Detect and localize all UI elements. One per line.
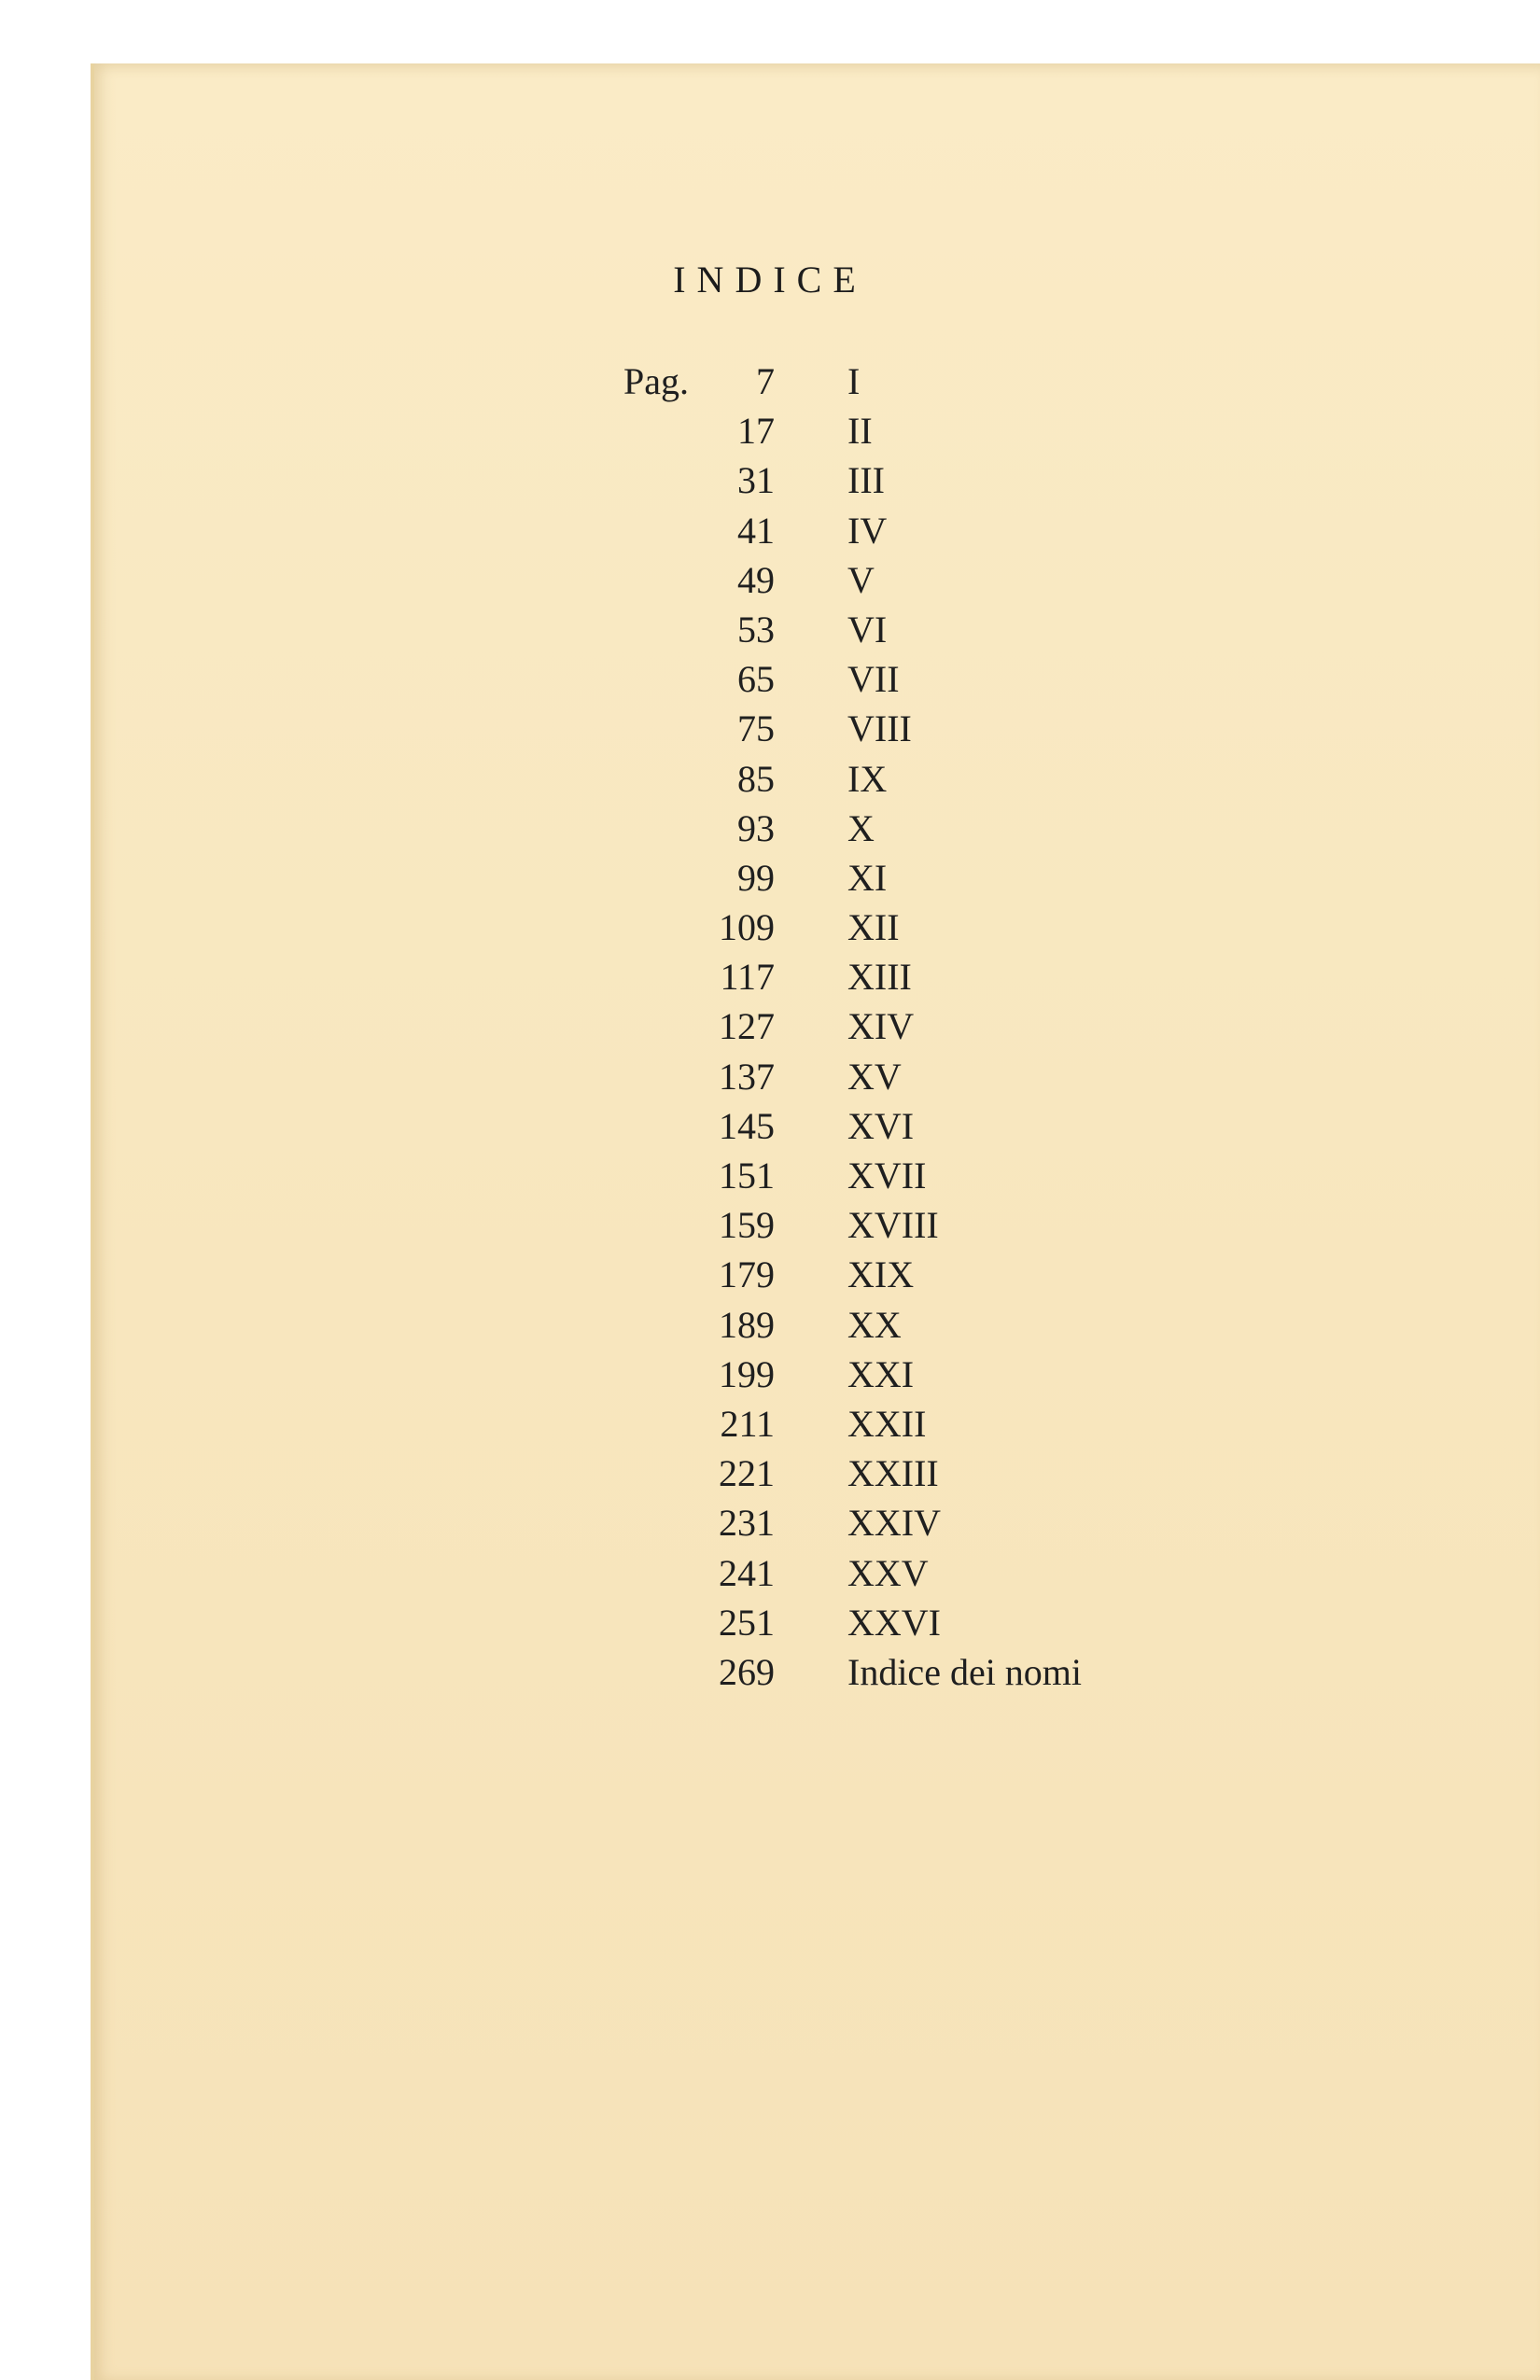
toc-entry	[0, 1052, 1540, 1101]
toc-entry	[0, 1151, 1540, 1200]
toc-chapter-title: IV	[847, 509, 888, 552]
page-title: INDICE	[673, 259, 867, 301]
toc-page-number: 231	[719, 1502, 775, 1545]
toc-entry	[0, 1647, 1540, 1697]
toc-chapter-title: XVIII	[847, 1204, 939, 1247]
toc-chapter-title: II	[847, 410, 873, 453]
toc-entry	[0, 804, 1540, 853]
toc-page-number: 17	[737, 410, 775, 453]
toc-page-number: 127	[719, 1005, 775, 1048]
toc-chapter-title: I	[847, 360, 861, 402]
toc-chapter-title: XXVI	[847, 1601, 941, 1644]
toc-page-number: 93	[737, 806, 775, 849]
toc-chapter-title: XXII	[847, 1402, 927, 1445]
toc-page-number: 75	[737, 707, 775, 750]
toc-chapter-title: XXIV	[847, 1502, 941, 1545]
toc-page-number: 99	[737, 856, 775, 899]
toc-entry	[0, 754, 1540, 804]
toc-page-number: 145	[719, 1104, 775, 1147]
toc-chapter-title: V	[847, 558, 875, 601]
toc-page-number: 189	[719, 1303, 775, 1346]
table-of-contents	[0, 357, 1540, 1697]
toc-entry	[0, 654, 1540, 704]
toc-entry	[0, 1101, 1540, 1151]
toc-chapter-title: VII	[847, 658, 900, 701]
toc-entry	[0, 555, 1540, 605]
toc-page-number: 53	[737, 608, 775, 651]
toc-entry	[0, 853, 1540, 903]
toc-chapter-title: XIV	[847, 1005, 915, 1048]
toc-page-number: 31	[737, 459, 775, 502]
toc-page-number: 49	[737, 558, 775, 601]
toc-entry	[0, 1449, 1540, 1498]
toc-entry	[0, 952, 1540, 1001]
toc-entry	[0, 455, 1540, 505]
toc-entry	[0, 1598, 1540, 1647]
toc-page-number: 211	[720, 1402, 775, 1445]
toc-chapter-title: III	[847, 459, 885, 502]
toc-entry	[0, 1498, 1540, 1547]
toc-page-number: 41	[737, 509, 775, 552]
toc-page-number: 269	[719, 1650, 775, 1693]
toc-entry	[0, 1300, 1540, 1350]
toc-page-number: 109	[719, 906, 775, 949]
toc-entry	[0, 1399, 1540, 1449]
pag-label: Pag.	[623, 360, 689, 402]
toc-chapter-title: VIII	[847, 707, 912, 750]
toc-page-number: 7	[756, 360, 775, 402]
toc-entry	[0, 506, 1540, 555]
toc-page-number: 159	[719, 1204, 775, 1247]
toc-page-number: 241	[719, 1551, 775, 1594]
toc-page-number: 117	[720, 956, 775, 999]
toc-entry	[0, 1200, 1540, 1250]
toc-chapter-title: X	[847, 806, 875, 849]
toc-chapter-title: IX	[847, 757, 888, 800]
toc-chapter-title: XXV	[847, 1551, 929, 1594]
toc-entry	[0, 357, 1540, 406]
toc-chapter-title: XVII	[847, 1155, 927, 1197]
toc-entry	[0, 1350, 1540, 1399]
toc-page-number: 221	[719, 1452, 775, 1495]
toc-page-number: 137	[719, 1055, 775, 1098]
toc-page-number: 251	[719, 1601, 775, 1644]
toc-chapter-title: VI	[847, 608, 888, 651]
toc-chapter-title: XV	[847, 1055, 902, 1098]
toc-entry	[0, 1548, 1540, 1598]
toc-chapter-title: XIX	[847, 1253, 915, 1296]
toc-page-number: 151	[719, 1155, 775, 1197]
toc-entry	[0, 903, 1540, 952]
toc-chapter-title: XX	[847, 1303, 902, 1346]
toc-chapter-title: Indice dei nomi	[847, 1650, 1083, 1693]
toc-entry	[0, 605, 1540, 654]
toc-page-number: 65	[737, 658, 775, 701]
toc-chapter-title: XIII	[847, 956, 912, 999]
toc-entry	[0, 1001, 1540, 1051]
toc-entry	[0, 1250, 1540, 1299]
toc-chapter-title: XI	[847, 856, 888, 899]
toc-chapter-title: XII	[847, 906, 900, 949]
toc-entry	[0, 704, 1540, 753]
toc-entry	[0, 406, 1540, 455]
toc-chapter-title: XXIII	[847, 1452, 939, 1495]
toc-chapter-title: XXI	[847, 1352, 915, 1395]
toc-chapter-title: XVI	[847, 1104, 915, 1147]
toc-page-number: 199	[719, 1352, 775, 1395]
toc-page-number: 179	[719, 1253, 775, 1296]
toc-page-number: 85	[737, 757, 775, 800]
